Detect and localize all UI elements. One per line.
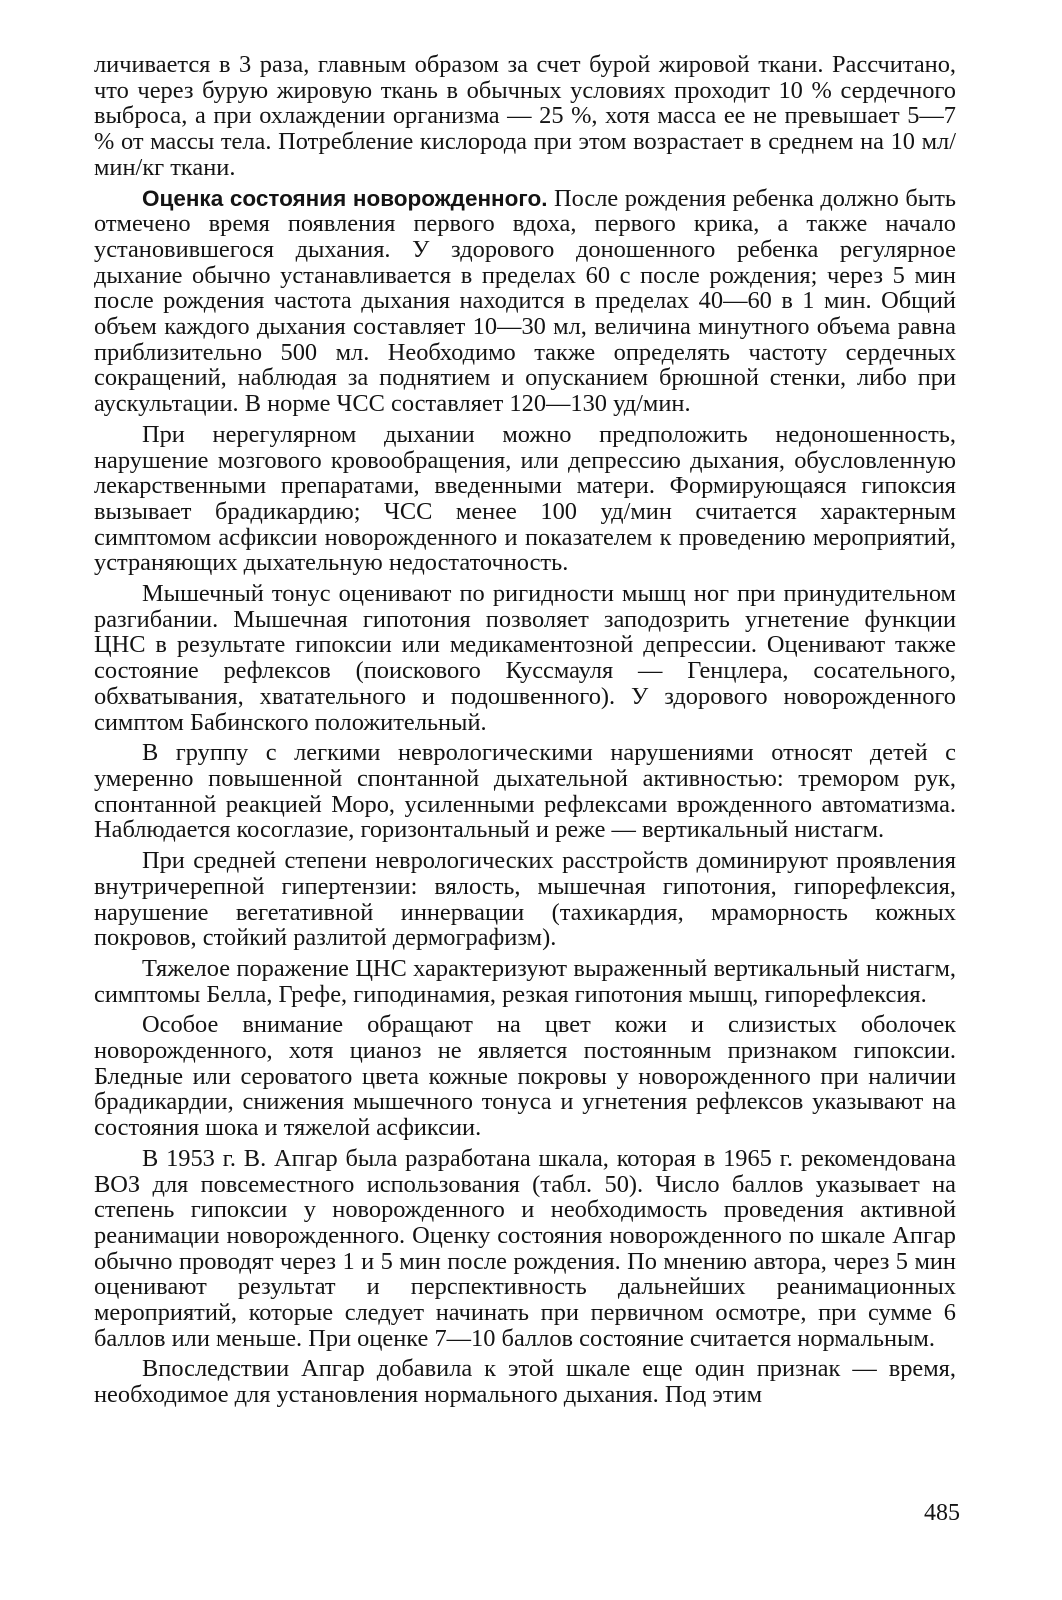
paragraph-text: Впоследствии Апгар добавила к этой шкале еще один признак — время, необходимое для установления нормального дыхания. Под этим (94, 1355, 956, 1409)
page-number: 485 (924, 1500, 960, 1526)
paragraph-skin-color (94, 1012, 956, 1141)
paragraph-text: Особое внимание обращают на цвет кожи и слизистых оболочек новорожденного, хотя цианоз не является постоянным признаком гипоксии. Бледные или сероватого цвета кожные покровы у новорожденного при наличии брадикардии, снижения мышечного тонуса и угнетения рефлексов указывают на состояния шока и тяжелой асфиксии. (94, 1011, 956, 1142)
paragraph-text: В группу с легкими неврологическими нарушениями относят детей с умеренно повышенной спонтанной дыхательной активностью: тремором рук, спонтанной реакцией Моро, усиленными рефлексами врожденного автоматизма. Наблюдается косоглазие, горизонтальный и реже — вертикальный нистагм. (94, 739, 956, 844)
paragraph-text: При нерегулярном дыхании можно предположить недоношенность, нарушение мозгового кровообращения, или депрессию дыхания, обусловленную лекарственными препаратами, введенными матери. Формирующаяся гипоксия вызывает брадикардию; ЧСС менее 100 уд/мин считается характерным симптомом асфиксии новорожденного и показателем к проведению мероприятий, устраняющих дыхательную недостаточность. (94, 420, 956, 577)
section-heading: Оценка состояния новорожденного. (142, 185, 548, 211)
paragraph-text: личивается в 3 раза, главным образом за счет бурой жировой ткани. Рассчитано, что через бурую жировую ткань в обычных условиях проходит 10 % сердечного выброса, а при охлаждении организма — 25 %, хотя масса ее не превышает 5—7 % от массы тела. Потребление кислорода при этом возрастает в среднем на 10 мл/мин/кг ткани. (94, 51, 956, 181)
paragraph-muscle-tone (94, 581, 956, 735)
paragraph-irregular-breathing (94, 422, 956, 576)
paragraph-severe-cns (94, 956, 956, 1007)
paragraph-apgar-scale (94, 1146, 956, 1352)
paragraph-moderate-neuro (94, 848, 956, 951)
paragraph-brown-fat (94, 52, 956, 181)
paragraph-apgar-addition (94, 1356, 956, 1407)
paragraph-text: Тяжелое поражение ЦНС характеризуют выраженный вертикальный нистагм, симптомы Белла, Грефе, гиподинамия, резкая гипотония мышц, гипорефлексия. (94, 954, 956, 1008)
paragraph-text: В 1953 г. В. Апгар была разработана шкала, которая в 1965 г. рекомендована ВОЗ для повсеместного использования (табл. 50). Число баллов указывает на степень гипоксии у новорожденного и необходимость проведения активной реанимации новорожденного. Оценку состояния новорожденного по шкале Апгар обычно проводят через 1 и 5 мин после рождения. По мнению автора, через 5 мин оценивают результат и перспективность дальнейших реанимационных мероприятий, которые следует начинать при первичном осмотре, при сумме 6 баллов или меньше. При оценке 7—10 баллов состояние считается нормальным. (94, 1144, 956, 1352)
paragraph-mild-neuro (94, 740, 956, 843)
paragraph-text: Мышечный тонус оценивают по ригидности мышц ног при принудительном разгибании. Мышечная гипотония позволяет заподозрить угнетение функции ЦНС в результате гипоксии или медикаментозной депрессии. Оценивают также состояние рефлексов (поискового Куссмауля — Генцлера, сосательного, обхватывания, хватательного и подошвенного). У здорового новорожденного симптом Бабинского положительный. (94, 580, 956, 736)
paragraph-text: После рождения ребенка должно быть отмечено время появления первого вдоха, первого крика, а также начало установившегося дыхания. У здорового доношенного ребенка регулярное дыхание обычно устанавливается в пределах 60 с после рождения; через 5 мин после рождения частота дыхания находится в пределах 40—60 в 1 мин. Общий объем каждого дыхания составляет 10—30 мл, величина минутного объема равна приблизительно 500 мл. Необходимо также определять частоту сердечных сокращений, наблюдая за поднятием и опусканием брюшной стенки, либо при аускультации. В норме ЧСС составляет 120—130 уд/мин. (94, 184, 956, 418)
page-text-block (94, 52, 956, 1413)
paragraph-newborn-assessment (94, 186, 956, 417)
paragraph-text: При средней степени неврологических расстройств доминируют проявления внутричерепной гипертензии: вялость, мышечная гипотония, гипорефлексия, нарушение вегетативной иннервации (тахикардия, мраморность кожных покровов, стойкий разлитой дермографизм). (94, 847, 956, 952)
